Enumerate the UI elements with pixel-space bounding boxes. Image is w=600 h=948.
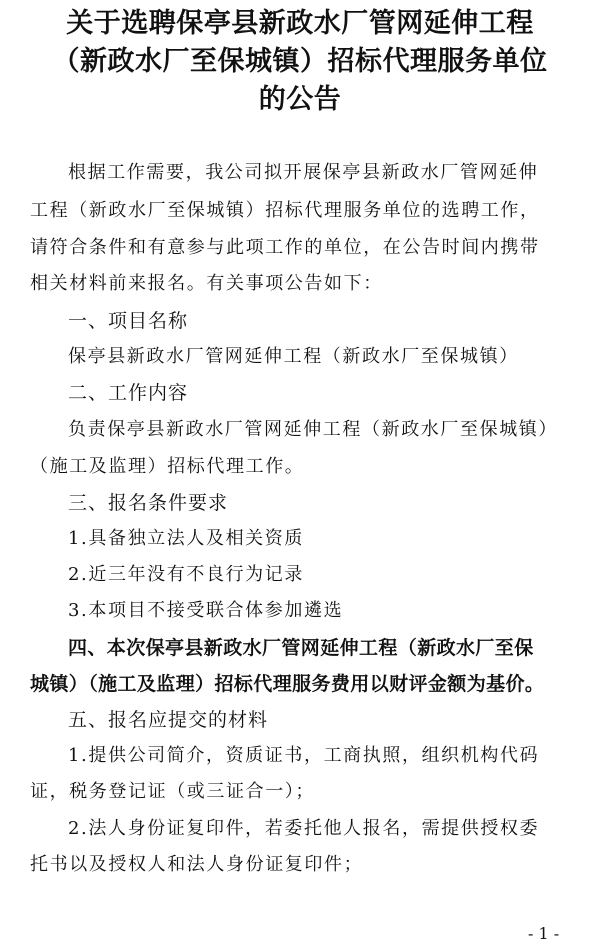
page-number: - 1 -: [528, 924, 560, 943]
section-3-item-1: 1.具备独立法人及相关资质: [68, 528, 304, 549]
section-3-item-3: 3.本项目不接受联合体参加遴选: [68, 600, 344, 621]
section-2-line-1: 负责保亭县新政水厂管网延伸工程（新政水厂至保城镇）: [68, 419, 558, 440]
section-4-line-2: 城镇）（施工及监理）招标代理服务费用以财评金额为基价。: [30, 673, 545, 695]
section-5-heading: 五、报名应提交的材料: [68, 709, 269, 731]
section-5-item-2-line-1: 2.法人身份证复印件，若委托他人报名，需提供授权委: [68, 818, 540, 839]
section-2-heading: 二、工作内容: [68, 382, 189, 404]
section-1-heading: 一、项目名称: [68, 310, 189, 332]
section-5-item-1-line-2: 证，税务登记证（或三证合一）；: [30, 781, 315, 802]
section-1-project-name: 保亭县新政水厂管网延伸工程（新政水厂至保城镇）: [68, 346, 519, 367]
intro-line-1: 根据工作需要，我公司拟开展保亭县新政水厂管网延伸: [68, 162, 539, 183]
section-2-line-2: （施工及监理）招标代理工作。: [30, 456, 305, 477]
section-3-item-2: 2.近三年没有不良行为记录: [68, 564, 304, 585]
intro-line-3: 请符合条件和有意参与此项工作的单位，在公告时间内携带: [30, 237, 540, 258]
intro-line-4: 相关材料前来报名。有关事项公告如下：: [30, 273, 383, 294]
section-3-heading: 三、报名条件要求: [68, 492, 229, 514]
document-title-line-3: 的公告: [258, 84, 342, 115]
document-title-line-1: 关于选聘保亭县新政水厂管网延伸工程: [66, 8, 534, 39]
section-5-item-1-line-1: 1.提供公司简介，资质证书，工商执照，组织机构代码: [68, 745, 540, 766]
intro-line-2: 工程（新政水厂至保城镇）招标代理服务单位的选聘工作，: [30, 200, 540, 221]
section-5-item-2-line-2: 托书以及授权人和法人身份证复印件；: [30, 854, 364, 875]
document-title-line-2: （新政水厂至保城镇）招标代理服务单位: [52, 46, 548, 77]
section-4-line-1: 四、本次保亭县新政水厂管网延伸工程（新政水厂至保: [68, 637, 534, 659]
